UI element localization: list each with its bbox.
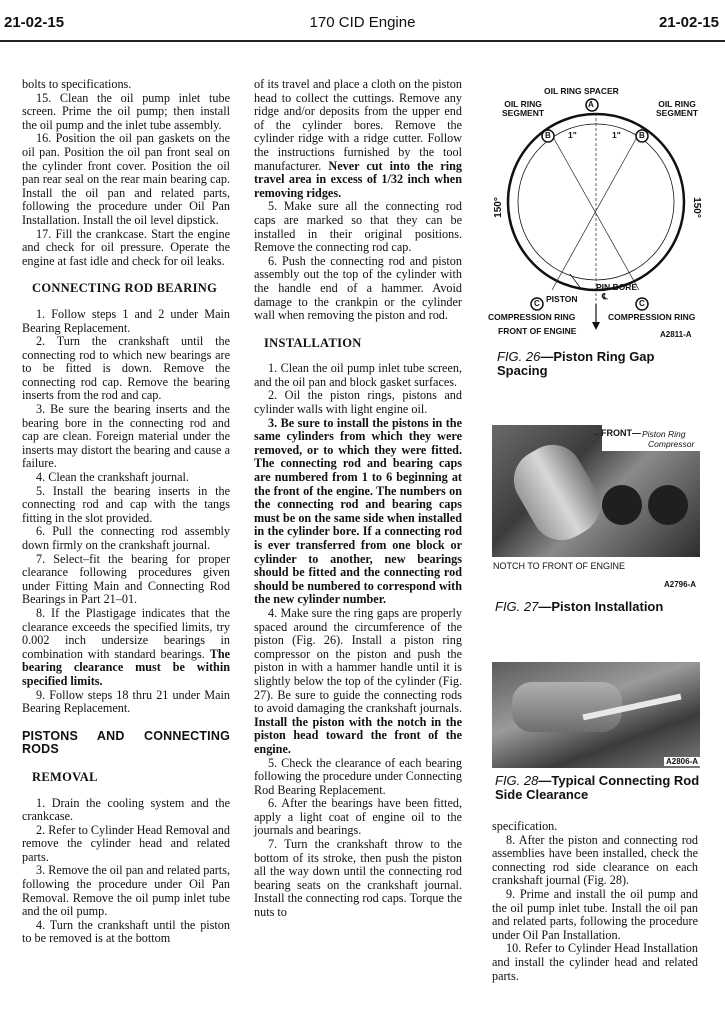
label-oil-ring-spacer: OIL RING SPACER	[544, 86, 619, 96]
label-line: OIL RING	[504, 99, 542, 109]
guide-line	[548, 128, 639, 290]
label-oil-ring-segment-right	[656, 100, 698, 118]
header-title: 170 CID Engine	[309, 14, 416, 31]
figure-28-caption	[495, 774, 705, 802]
label-b-right: B	[639, 131, 645, 140]
label-text: FRONT	[601, 428, 632, 438]
label-c-left: C	[534, 299, 540, 308]
label-150-left: 150°	[492, 197, 504, 218]
label-line: OIL RING	[658, 99, 696, 109]
label-piston-ring: Piston Ring	[642, 429, 686, 439]
cylinder-bore-shape	[602, 485, 642, 525]
figure-code: A2796-A	[664, 580, 697, 589]
paragraph: 5. Make sure all the connecting rod caps are marked so that they can be installed in their original positions. Remove the connecting rod cap.	[254, 199, 462, 255]
paragraph: specification.	[492, 819, 558, 833]
label-compressor: Compressor	[648, 439, 695, 449]
paragraph: 1. Follow steps 1 and 2 under Main Bearing Replacement.	[22, 306, 230, 335]
paragraph: 7. Turn the crankshaft throw to the bottom of its stroke, then push the piston all the way down until the connecting rod bearing seats on the crankshaft journal. Install the connecting rod caps. Torque the nuts to	[254, 837, 462, 920]
caption-text: —Typical Connecting Rod Side Clearance	[495, 773, 700, 802]
subsection-heading: REMOVAL	[32, 769, 98, 784]
caption-text: —Piston Ring Gap Spacing	[497, 349, 655, 378]
paragraph: 10. Refer to Cylinder Head Installation and install the cylinder head and related parts.	[492, 941, 698, 983]
paragraph: 1. Drain the cooling system and the crankcase.	[22, 795, 230, 824]
bold-note: The bearing clearance must be within specified limits.	[22, 646, 231, 688]
bold-note: Install the piston with the notch in the piston head toward the front of the engine.	[254, 714, 462, 756]
section-heading: PISTONS AND CONNECTING RODS	[22, 728, 230, 757]
paragraph: 2. Turn the crankshaft until the connecting rod to which new bearings are to be fitted is down. Remove the connecting rod cap. Remove the bearing inserts from the rod and cap.	[22, 334, 230, 403]
paragraph: 8. After the piston and connecting rod assemblies have been installed, check the connecting rod side clearance on each crankshaft journal (Fig. 28).	[492, 832, 698, 888]
figure-27-photo	[492, 425, 700, 557]
text-column-1	[22, 78, 230, 946]
label-pin-bore: PIN BORE	[596, 282, 638, 292]
figure-number: FIG. 27	[495, 599, 539, 614]
piston-compressor-shape	[503, 434, 611, 551]
caption-text: —Piston Installation	[538, 599, 664, 614]
paragraph: 1. Clean the oil pump inlet tube screen, and the oil pan and block gasket surfaces.	[254, 361, 462, 389]
figure-26-diagram	[484, 78, 720, 340]
paragraph: 4. Clean the crankshaft journal.	[36, 470, 189, 485]
label-oil-ring-segment-left	[502, 100, 544, 118]
label-line: SEGMENT	[502, 108, 545, 118]
figure-number: FIG. 26	[497, 349, 541, 364]
paragraph: 5. Install the bearing inserts in the connecting rod and cap with the tangs fitting in the slot provided.	[22, 483, 230, 525]
arrow-head	[592, 322, 600, 330]
paragraph: 17. Fill the crankcase. Start the engine and check for oil pressure. Operate the engine at fast idle and check for oil leaks.	[22, 226, 230, 268]
text-run: of its travel and place a cloth on the piston head to collect the cuttings. Remove any ridge and/or deposits from the upper end of the cylinder bores. Remove the cylinder ridge with a ridge cutter. Follow the instructions furnished by the tool manufacturer.	[254, 77, 462, 173]
paragraph	[22, 607, 230, 689]
header-page-right: 21-02-15	[658, 14, 719, 31]
inner-circle	[518, 124, 674, 280]
paragraph: 3. Be sure to install the pistons in the same cylinders from which they were removed, or to which they were fitted. The connecting rod and bearing caps are numbered from 1 to 6 beginning at the front of the engine. The numbers on the connecting rod and bearing caps must be on the same side when installed in the cylinder bore. If a connecting rod is ever transferred from one block or cylinder to another, new bearings should be fitted and the connecting rod should be numbered to correspond with the new cylinder number.	[254, 415, 462, 607]
paragraph: 4. Turn the crankshaft until the piston to be removed is at the bottom	[22, 917, 230, 946]
cylinder-bore-shape	[648, 485, 688, 525]
label-one-inch-right: 1"	[612, 130, 621, 140]
figure-26-caption	[497, 350, 707, 378]
label-centerline: ℄	[602, 291, 608, 301]
label-compression-ring-right: COMPRESSION RING	[608, 312, 696, 322]
label-one-inch-left: 1"	[568, 130, 577, 140]
paragraph: 3. Be sure the bearing inserts and the bearing bore in the connecting rod and cap are clean. Foreign material under the inserts may distort the bearing and cause a failure.	[22, 402, 230, 471]
label-a: A	[588, 100, 594, 109]
text-column-3	[492, 820, 698, 983]
paragraph: 2. Refer to Cylinder Head Removal and remove the cylinder head and related parts.	[22, 822, 230, 864]
paragraph: 5. Check the clearance of each bearing following the procedure under Connecting Rod Bearing Replacement.	[254, 755, 462, 797]
paragraph: 6. After the bearings have been fitted, apply a light coat of engine oil to the journals and bearings.	[254, 796, 462, 838]
paragraph: 6. Push the connecting rod and piston assembly out the top of the cylinder with the handle end of a hammer. Avoid damage to the crankpin or the cylinder wall when removing the piston and rod.	[254, 253, 462, 323]
label-c-right: C	[639, 299, 645, 308]
paragraph: 2. Oil the piston rings, pistons and cylinder walls with light engine oil.	[254, 388, 462, 417]
label-piston: PISTON	[546, 294, 578, 304]
label-front-of-engine: FRONT OF ENGINE	[498, 326, 577, 336]
label-b-left: B	[545, 131, 551, 140]
figure-code: A2806-A	[666, 757, 699, 766]
figure-number: FIG. 28	[495, 773, 539, 788]
text-run: 4. Make sure the ring gaps are properly spaced around the circumference of the piston (Fig. 26). Install a piston ring compressor on the piston and push the piston in with a hammer handle until it is slightly below the top of the cylinder (Fig. 27). Be sure to guide the connecting rods to avoid damaging the crankshaft journals.	[254, 605, 462, 716]
page-header	[0, 14, 725, 34]
label-front: ←FRONT—	[592, 428, 641, 438]
paragraph	[254, 607, 462, 757]
bold-note: Never cut into the ring travel area in excess of 1/32 inch when removing ridges.	[254, 158, 462, 200]
paragraph: 7. Select–fit the bearing for proper clearance following procedures given under Fitting Main and Connecting Rod Bearings in Part 21–01.	[22, 551, 230, 607]
section-heading: CONNECTING ROD BEARING	[32, 281, 218, 296]
figure-27-caption	[495, 600, 705, 614]
paragraph: 3. Remove the oil pan and related parts, following the procedure under Oil Pan Removal. Remove the oil pump inlet tube and the oil pump.	[22, 863, 230, 919]
label-line: SEGMENT	[656, 108, 699, 118]
text-column-2	[254, 78, 462, 920]
paragraph: 9. Prime and install the oil pump and the oil pump inlet tube. Install the oil pan and related parts, following the procedure under Oil Pan Installation.	[492, 886, 698, 942]
figure-28-photo	[492, 662, 700, 768]
paragraph: bolts to specifications.	[22, 77, 132, 91]
label-compression-ring-left: COMPRESSION RING	[488, 312, 576, 322]
paragraph	[254, 78, 462, 200]
header-page-left: 21-02-15	[4, 14, 65, 31]
label-150-right: 150°	[690, 197, 702, 218]
paragraph: 16. Position the oil pan gaskets on the oil pan. Position the oil pan front seal on the cylinder front cover. Position the oil pan rear seal on the rear main bearing cap. Install the oil pan and related parts, following the procedure under Oil Pan Installation. Install the oil level dipstick.	[22, 131, 230, 227]
figure-code: A2811-A	[660, 330, 692, 339]
paragraph: 6. Pull the connecting rod assembly down firmly on the crankshaft journal.	[22, 524, 230, 552]
connecting-rod-shape	[512, 682, 622, 732]
label-notch: NOTCH TO FRONT OF ENGINE	[493, 561, 626, 571]
guide-line	[552, 128, 642, 290]
header-rule	[0, 40, 725, 42]
text-run: 8. If the Plastigage indicates that the clearance exceeds the specified limits, try 0.002 inch undersize bearings in combination with standard bearings.	[22, 605, 230, 661]
subsection-heading: INSTALLATION	[264, 335, 362, 350]
paragraph: 9. Follow steps 18 thru 21 under Main Bearing Replacement.	[22, 687, 230, 716]
paragraph: 15. Clean the oil pump inlet tube screen. Prime the oil pump; then install the oil pump and the inlet tube assembly.	[22, 90, 230, 132]
